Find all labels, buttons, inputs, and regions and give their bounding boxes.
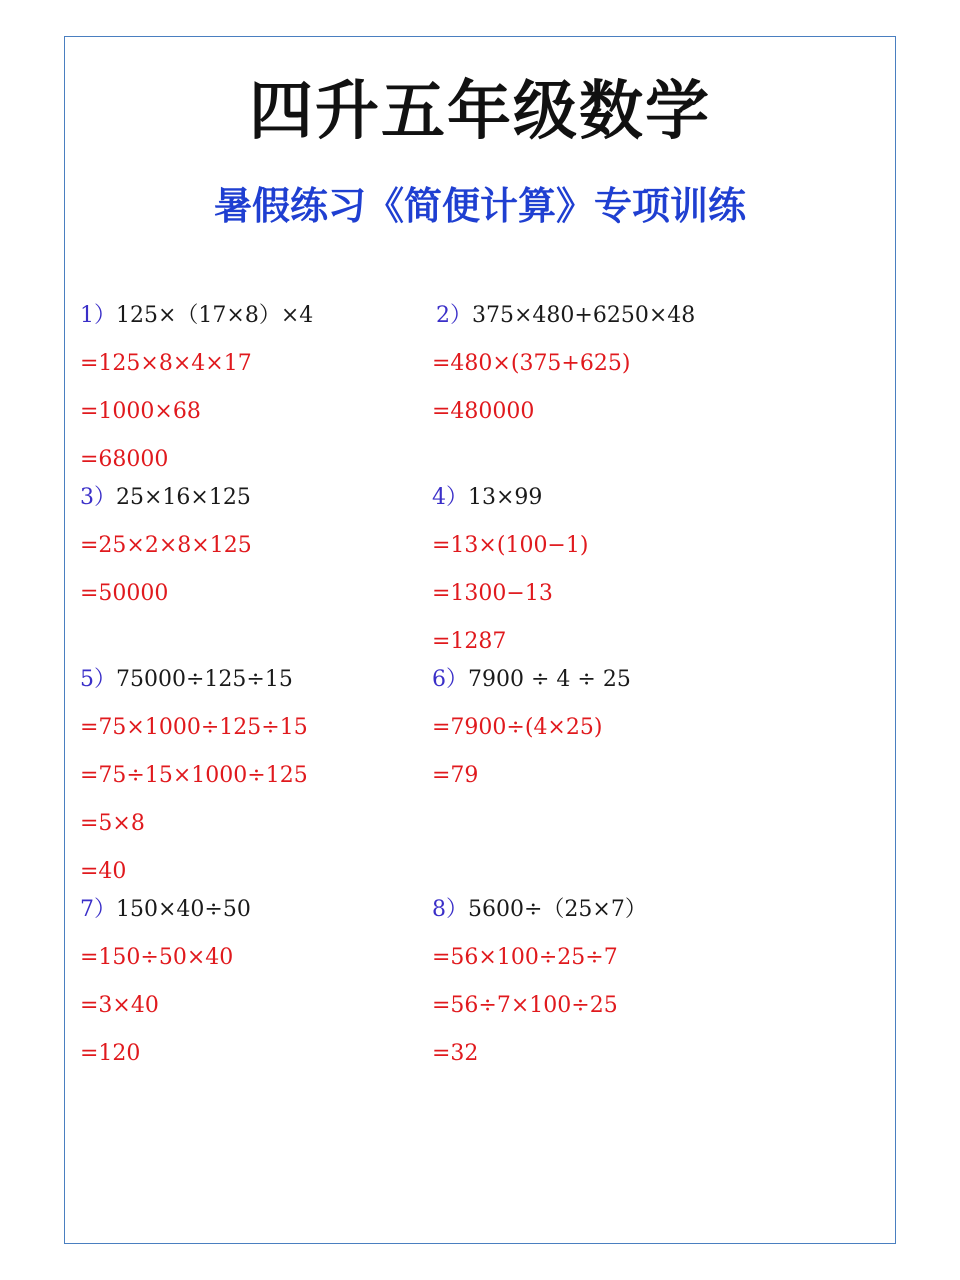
- problem-expression: 75000÷125÷15: [116, 667, 293, 692]
- solution-step: =5×8: [80, 811, 145, 836]
- problem-number: 7）: [80, 897, 116, 922]
- problem-expression: 25×16×125: [116, 485, 251, 510]
- problem-expression: 150×40÷50: [116, 897, 251, 922]
- problem-expression: 375×480+6250×48: [472, 303, 696, 328]
- page-subtitle: 暑假练习《简便计算》专项训练: [213, 184, 746, 228]
- problem-1: [80, 302, 313, 474]
- solution-step: =75×1000÷125÷15: [80, 715, 308, 740]
- problem-number: 1）: [80, 303, 116, 328]
- problem-question: [80, 896, 251, 924]
- problem-question: [80, 666, 308, 694]
- solution-step: =40: [80, 859, 127, 884]
- problem-8: [432, 896, 647, 1068]
- solution-step: =3×40: [80, 993, 159, 1018]
- solution-step: =56÷7×100÷25: [432, 993, 618, 1018]
- solution-step: =75÷15×1000÷125: [80, 763, 308, 788]
- problem-2: [432, 302, 696, 426]
- problem-7: [80, 896, 251, 1068]
- problem-5: [80, 666, 308, 886]
- problem-number: 4）: [432, 485, 468, 510]
- problem-question: [80, 484, 252, 512]
- problem-number: 6）: [432, 667, 468, 692]
- solution-step: =13×(100−1): [432, 533, 589, 558]
- problem-4: [432, 484, 588, 656]
- problem-number: 5）: [80, 667, 116, 692]
- solution-step: =25×2×8×125: [80, 533, 252, 558]
- problem-question: [80, 302, 313, 330]
- solution-step: =125×8×4×17: [80, 351, 252, 376]
- problem-question: [432, 896, 647, 924]
- solution-step: =68000: [80, 447, 169, 472]
- problem-question: [432, 666, 631, 694]
- solution-step: =79: [432, 763, 479, 788]
- solution-step: =56×100÷25÷7: [432, 945, 618, 970]
- problem-number: 3）: [80, 485, 116, 510]
- problem-3: [80, 484, 252, 608]
- problem-expression: 125×（17×8）×4: [116, 303, 314, 328]
- problem-expression: 13×99: [468, 485, 543, 510]
- problem-expression: 5600÷（25×7）: [468, 897, 647, 922]
- solution-step: =150÷50×40: [80, 945, 234, 970]
- problem-question: [432, 484, 588, 512]
- problem-number: 8）: [432, 897, 468, 922]
- solution-step: =32: [432, 1041, 479, 1066]
- solution-step: =1000×68: [80, 399, 201, 424]
- solution-step: =50000: [80, 581, 169, 606]
- solution-step: =480000: [432, 399, 535, 424]
- problem-6: [432, 666, 631, 790]
- solution-step: =1300−13: [432, 581, 553, 606]
- solution-step: =7900÷(4×25): [432, 715, 603, 740]
- page-title: 四升五年级数学: [249, 75, 711, 149]
- solution-step: =480×(375+625): [432, 351, 631, 376]
- problem-number: 2）: [436, 303, 472, 328]
- problem-expression: 7900 ÷ 4 ÷ 25: [468, 667, 631, 692]
- solution-step: =1287: [432, 629, 507, 654]
- solution-step: =120: [80, 1041, 141, 1066]
- problem-question: [436, 302, 695, 330]
